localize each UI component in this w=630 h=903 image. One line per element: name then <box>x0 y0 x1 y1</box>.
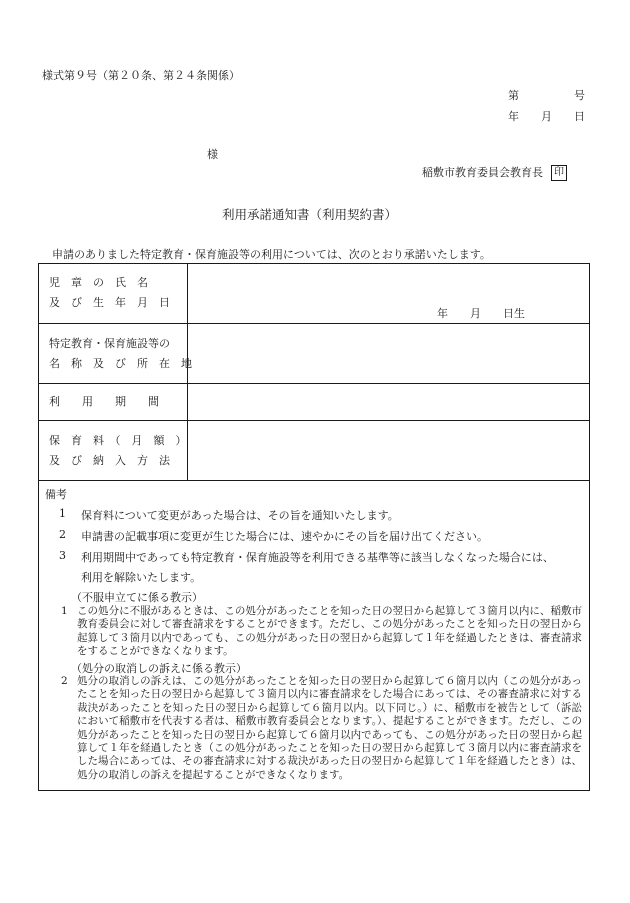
objection-paragraph <box>47 605 582 659</box>
table-row-facility <box>39 324 589 384</box>
intro-text: 申請のありました特定教育・保育施設等の利用については、次のとおり承諾いたします。 <box>52 248 491 261</box>
document-number-prefix: 第 <box>508 89 519 102</box>
lawsuit-number: 2 <box>61 675 68 687</box>
date-month: 月 <box>541 110 552 123</box>
date-day: 日 <box>574 110 585 123</box>
label-facility-name: 特定教育・保育施設等の <box>49 337 170 350</box>
addressee-honorific: 様 <box>207 148 218 161</box>
birthdate-value: 年 月 日生 <box>437 307 525 320</box>
remark-1-number: 1 <box>59 507 66 520</box>
lawsuit-heading: （処分の取消しの訴えに係る教示） <box>71 662 247 675</box>
objection-text: この処分に不服があるときは、この処分があったことを知った日の翌日から起算して３箇月以内に、稲敷市教育委員会に対して審査請求をすることができます。ただし、この処分があったことを知った日の翌日から起算して３箇月以内であっても、この処分があった日の翌日から起算して１年を経過したときは、審査請求をすることができなくなります。 <box>77 605 582 658</box>
remarks-heading: 備考 <box>45 488 67 501</box>
date-year: 年 <box>508 110 519 123</box>
label-facility-address: 名 称 及 び 所 在 地 <box>49 357 192 370</box>
remark-3-text-continued: 利用を解除いたします。 <box>81 571 202 584</box>
remark-3-text: 利用期間中であっても特定教育・保育施設等を利用できる基準等に該当しなくなった場合には、 <box>81 551 554 564</box>
table-row-fee <box>39 421 589 481</box>
remark-2-number: 2 <box>59 528 66 541</box>
main-table <box>38 263 590 791</box>
seal-stamp: 印 <box>551 165 567 181</box>
label-child-birthdate: 及 び 生 年 月 日 <box>49 296 170 309</box>
table-row-period <box>39 384 589 421</box>
label-payment-method: 及 び 納 入 方 法 <box>49 454 170 467</box>
objection-heading: （不服申立てに係る教示） <box>71 591 203 604</box>
label-fee: 保 育 料 （ 月 額 ） <box>49 434 187 447</box>
sender <box>422 164 567 181</box>
remark-3-number: 3 <box>59 549 66 562</box>
table-row-child <box>39 264 589 324</box>
form-number: 様式第９号（第２０条、第２４条関係） <box>42 69 240 82</box>
document-title: 利用承諾通知書（利用契約書） <box>222 207 398 222</box>
label-child-name: 児 章 の 氏 名 <box>49 276 148 289</box>
remark-1-text: 保育料について変更があった場合は、その旨を通知いたします。 <box>81 509 399 522</box>
lawsuit-paragraph <box>47 675 582 782</box>
remark-2-text: 申請書の記載事項に変更が生じた場合には、速やかにその旨を届け出てください。 <box>81 530 488 543</box>
objection-number: 1 <box>61 605 68 617</box>
document-number-suffix: 号 <box>574 89 585 102</box>
sender-name: 稲敷市教育委員会教育長 <box>422 166 543 179</box>
label-usage-period: 利 用 期 間 <box>49 395 159 408</box>
lawsuit-text: 処分の取消しの訴えは、この処分があったことを知った日の翌日から起算して６箇月以内（この処分があったことを知った日の翌日から起算して３箇月以内に審査請求をした場合にあっては、その審査請求に対する裁決があったことを知った日の翌日から起算して６箇月以内。以下同じ。）に、稲敷市を被告として（訴訟において稲敷市を代表する者は、稲敷市教育委員会となります。）、提起することができます。ただし、この処分があったことを知った日の翌日から起算して６箇月以内であっても、この処分があった日の翌日から起算して１年を経過したとき（この処分があったことを知った日の翌日から起算して３箇月以内に審査請求をした場合にあっては、その審査請求に対する裁決があった日の翌日から起算して１年を経過したとき）は、処分の取消しの訴えを提起することができなくなります。 <box>77 675 582 781</box>
